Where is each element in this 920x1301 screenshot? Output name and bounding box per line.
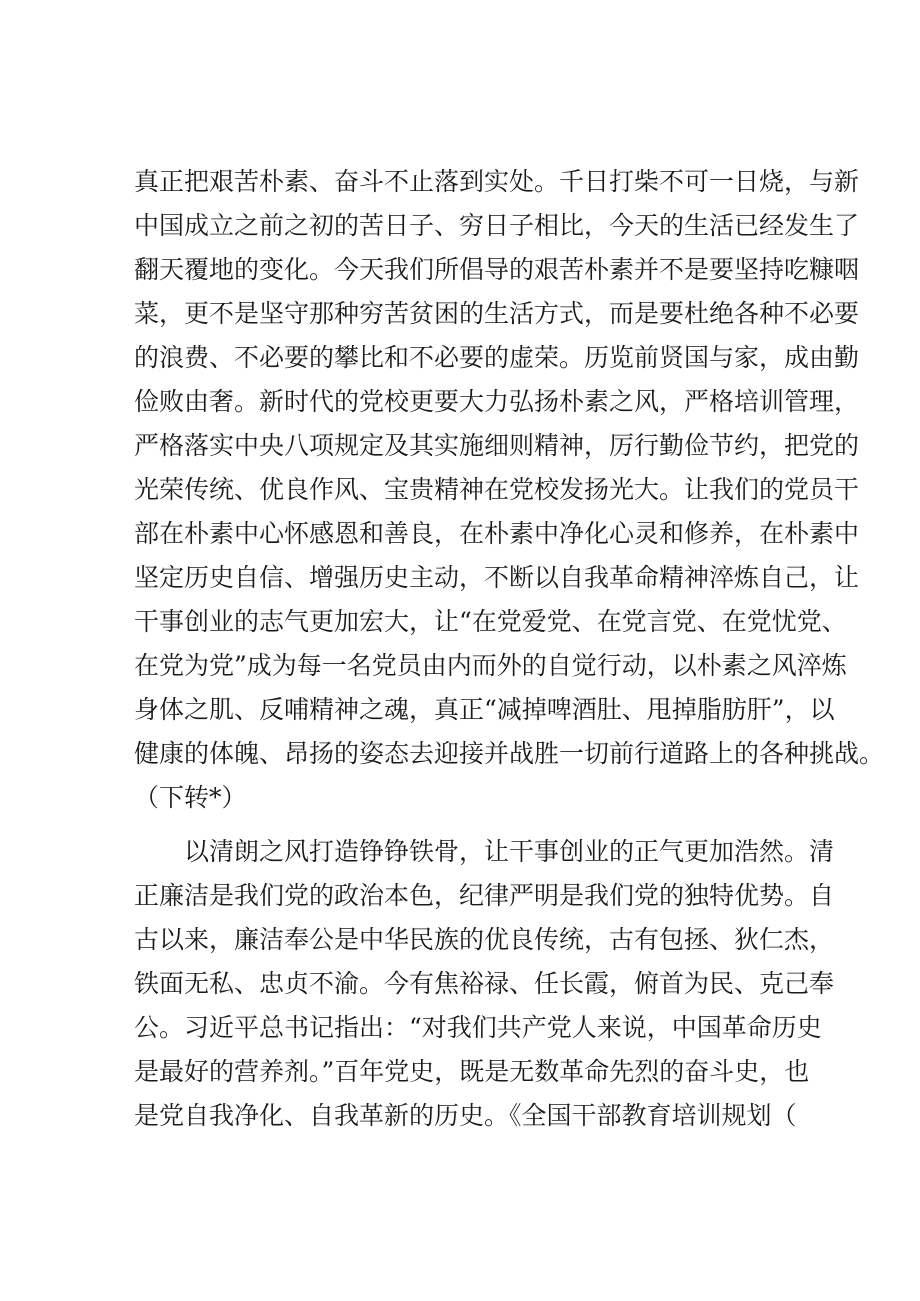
text-line: 正廉洁是我们党的政治本色，纪律严明是我们党的独特优势。自 [134,881,835,910]
text-line: 严格落实中央八项规定及其实施细则精神，厉行勤俭节约，把党的 [134,431,860,460]
text-line: 是党自我净化、自我革新的历史。《全国干部教育培训规划（ [134,1101,797,1130]
text-line: 身体之肌、反哺精神之魂，真正“减掉啤酒肚、甩掉脂肪肝”，以 [134,695,835,724]
text-line: 干事创业的志气更加宏大，让“在党爱党、在党言党、在党忧党、 [134,607,847,636]
text-line: 健康的体魄、昂扬的姿态去迎接并战胜一切前行道路上的各种挑战。 [134,739,885,768]
text-line: 俭败由奢。新时代的党校更要大力弘扬朴素之风，严格培训管理， [134,387,860,416]
text-line: 古以来，廉洁奉公是中华民族的优良传统，古有包拯、狄仁杰， [134,925,835,954]
text-line: 光荣传统、优良作风、宝贵精神在党校发扬光大。让我们的党员干 [134,475,860,504]
text-line: 是最好的营养剂。”百年党史，既是无数革命先烈的奋斗史，也 [134,1057,810,1086]
text-line: 公。习近平总书记指出：“对我们共产党人来说，中国革命历史 [134,1013,822,1042]
continuation-note: （下转*） [134,783,247,812]
text-line: 菜，更不是坚守那种穷苦贫困的生活方式，而是要杜绝各种不必要 [134,299,860,328]
text-line: 在党为党”成为每一名党员由内而外的自觉行动，以朴素之风淬炼 [134,651,847,680]
text-line: 真正把艰苦朴素、奋斗不止落到实处。千日打柴不可一日烧，与新 [134,167,860,196]
text-line: 坚定历史自信、增强历史主动，不断以自我革命精神淬炼自己，让 [134,563,860,592]
text-line: 铁面无私、忠贞不渝。今有焦裕禄、任长霞，俯首为民、克己奉 [134,969,835,998]
text-line: 中国成立之前之初的苦日子、穷日子相比，今天的生活已经发生了 [134,211,860,240]
text-line: 以清朗之风打造铮铮铁骨，让干事创业的正气更加浩然。清 [184,837,835,866]
text-line: 部在朴素中心怀感恩和善良，在朴素中净化心灵和修养，在朴素中 [134,519,860,548]
text-line: 翻天覆地的变化。今天我们所倡导的艰苦朴素并不是要坚持吃糠咽 [134,255,860,284]
text-line: 的浪费、不必要的攀比和不必要的虚荣。历览前贤国与家，成由勤 [134,343,860,372]
